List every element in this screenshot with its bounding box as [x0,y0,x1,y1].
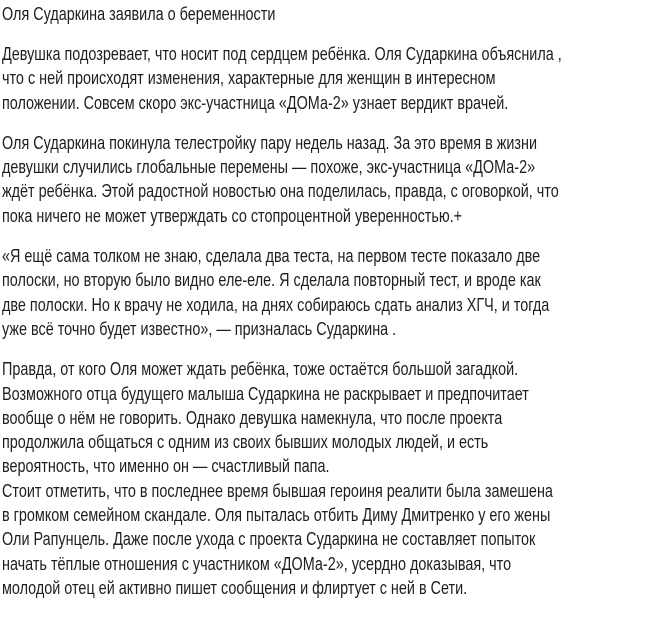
text-line: Возможного отца будущего малыша Сударкина не раскрывает и предпочитает [2,383,529,404]
text-line: ждёт ребёнка. Этой радостной новостью она поделилась, правда, с оговоркой, что [2,181,559,202]
text-line: вообще о нём не говорить. Однако девушка намекнула, что после проекта [2,407,503,428]
text-line: «Я ещё сама толком не знаю, сделала два теста, на первом тесте показало две [2,246,541,267]
spacer [2,228,670,244]
spacer [2,341,670,357]
text-line: положении. Совсем скоро экс-участница «ДОМа-2» узнает вердикт врачей. [2,92,509,113]
spacer [2,26,670,42]
text-line: две полоски. Но к врачу не ходила, на днях собираюсь сдать анализ ХГЧ, и тогда [2,294,550,315]
text-line: молодой отец ей активно пишет сообщения и флиртует с ней в Сети. [2,577,468,598]
spacer [2,115,670,131]
paragraph-1 [2,42,670,115]
text-line: уже всё точно будет известно», — призналась Сударкина . [2,318,397,339]
text-line: пока ничего не может утверждать со стопроцентной уверенностью.+ [2,205,463,226]
text-line: Девушка подозревает, что носит под сердцем ребёнка. Оля Сударкина объяснила , [2,44,562,64]
text-line: Оля Сударкина покинула телестройку пару недель назад. За это время в жизни [2,132,538,153]
article [2,0,670,600]
text-line: Правда, от кого Оля может ждать ребёнка, тоже остаётся большой загадкой. [2,359,519,380]
text-line: начать тёплые отношения с участником «ДОМа-2», усердно доказывая, что [2,553,512,574]
paragraph-4 [2,357,670,600]
paragraph-quote [2,244,670,341]
article-title: Оля Сударкина заявила о беременности [2,4,276,24]
text-line: что с ней происходят изменения, характерные для женщин в интересном [2,68,496,89]
text-line: в громком семейном скандале. Оля пыталась отбить Диму Дмитренко у его жены [2,505,551,526]
text-line: девушки случились глобальные перемены — похоже, экс-участница «ДОМа-2» [2,157,536,178]
text-line: продолжила общаться с одним из своих бывших молодых людей, и есть [2,432,489,453]
text-line: Оли Рапунцель. Даже после ухода с проекта Сударкина не составляет попыток [2,529,536,550]
text-line: вероятность, что именно он — счастливый папа. [2,456,330,477]
text-line: полоски, но вторую было видно еле-еле. Я сделала повторный тест, и вроде как [2,270,541,291]
text-line: Стоит отметить, что в последнее время бывшая героиня реалити была замешена [2,480,553,501]
paragraph-2 [2,131,670,228]
